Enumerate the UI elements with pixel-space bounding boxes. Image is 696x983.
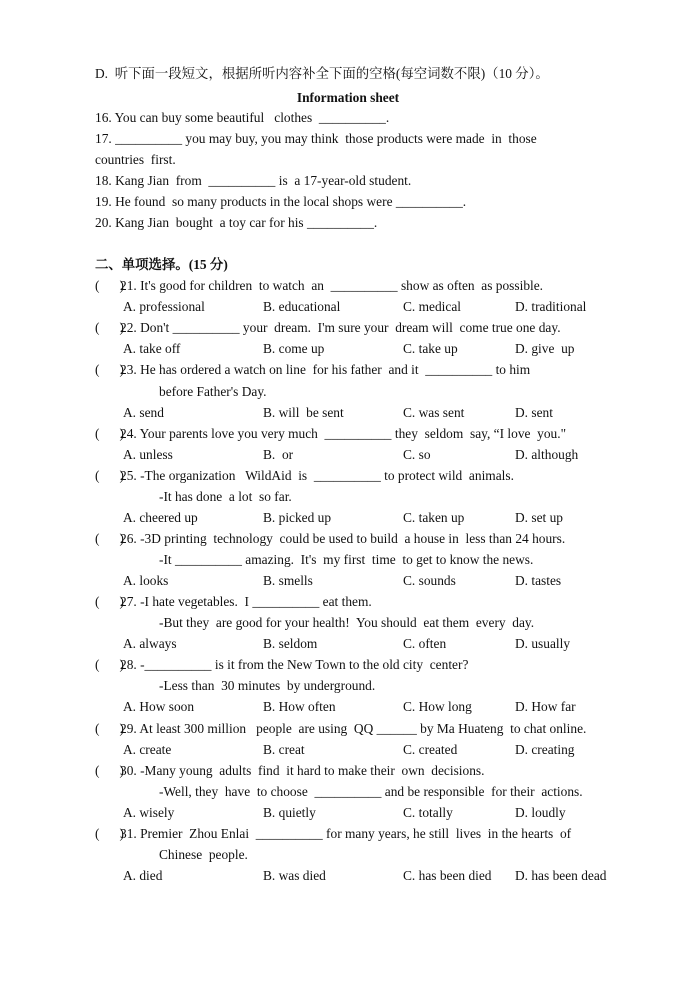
option-b: B. come up: [263, 341, 325, 356]
question-26: 26. -3D printing technology could be used to build a house in less than 24 hours.: [120, 531, 566, 546]
fill-line-17: 17. __________ you may buy, you may think those products were made in those: [95, 131, 537, 146]
option-b: B. picked up: [263, 510, 332, 525]
option-a: A. died: [123, 868, 163, 883]
answer-bracket: ( ): [95, 468, 125, 483]
answer-bracket: ( ): [95, 763, 125, 778]
option-c: C. How long: [403, 699, 472, 714]
question-30: 30. -Many young adults find it hard to make their own decisions.: [120, 763, 485, 778]
option-c: C. medical: [403, 299, 462, 314]
question-28: 28. -__________ is it from the New Town to the old city center?: [120, 657, 469, 672]
fill-line-19: 19. He found so many products in the local shops were __________.: [95, 194, 467, 209]
question-27: 27. -I hate vegetables. I __________ eat them.: [120, 594, 372, 609]
option-d: D. usually: [515, 636, 571, 651]
option-d: D. give up: [515, 341, 575, 356]
information-sheet-title: Information sheet: [296, 90, 400, 105]
option-c: C. created: [403, 742, 458, 757]
option-a: A. looks: [123, 573, 169, 588]
question-24: 24. Your parents love you very much __________ they seldom say, “I love you.": [120, 426, 567, 441]
option-b: B. was died: [263, 868, 326, 883]
option-c: C. was sent: [403, 405, 465, 420]
answer-bracket: ( ): [95, 721, 125, 736]
option-a: A. send: [123, 405, 164, 420]
option-a: A. How soon: [123, 699, 195, 714]
fill-line-18: 18. Kang Jian from __________ is a 17-year-old student.: [95, 173, 412, 188]
option-d: D. loudly: [515, 805, 566, 820]
option-b: B. educational: [263, 299, 341, 314]
option-c: C. taken up: [403, 510, 465, 525]
question-28-cont: -Less than 30 minutes by underground.: [159, 678, 376, 693]
question-31-cont: Chinese people.: [159, 847, 248, 862]
option-c: C. take up: [403, 341, 458, 356]
option-b: B. quietly: [263, 805, 316, 820]
question-23: 23. He has ordered a watch on line for his father and it __________ to him: [120, 362, 531, 377]
answer-bracket: ( ): [95, 278, 125, 293]
option-b: B. How often: [263, 699, 336, 714]
question-22: 22. Don't __________ your dream. I'm sure your dream will come true one day.: [120, 320, 561, 335]
option-c: C. sounds: [403, 573, 456, 588]
option-b: B. or: [263, 447, 294, 462]
option-a: A. always: [123, 636, 177, 651]
fill-line-20: 20. Kang Jian bought a toy car for his __________.: [95, 215, 378, 230]
question-30-cont: -Well, they have to choose __________ and be responsible for their actions.: [159, 784, 583, 799]
question-31: 31. Premier Zhou Enlai __________ for many years, he still lives in the hearts of: [120, 826, 572, 841]
option-a: A. cheered up: [123, 510, 198, 525]
option-d: D. tastes: [515, 573, 562, 588]
question-21: 21. It's good for children to watch an __________ show as often as possible.: [120, 278, 544, 293]
option-c: C. so: [403, 447, 431, 462]
option-a: A. unless: [123, 447, 173, 462]
answer-bracket: ( ): [95, 320, 125, 335]
answer-bracket: ( ): [95, 594, 125, 609]
question-25: 25. -The organization WildAid is __________ to protect wild animals.: [120, 468, 514, 483]
option-b: B. creat: [263, 742, 305, 757]
option-a: A. wisely: [123, 805, 175, 820]
answer-bracket: ( ): [95, 531, 125, 546]
question-25-cont: -It has done a lot so far.: [159, 489, 292, 504]
question-26-cont: -It __________ amazing. It's my first time to get to know the news.: [159, 552, 534, 567]
option-d: D. although: [515, 447, 579, 462]
option-b: B. seldom: [263, 636, 318, 651]
fill-line-16: 16. You can buy some beautiful clothes __________.: [95, 110, 390, 125]
answer-bracket: ( ): [95, 426, 125, 441]
option-a: A. professional: [123, 299, 205, 314]
option-d: D. sent: [515, 405, 553, 420]
question-23-cont: before Father's Day.: [159, 384, 267, 399]
option-a: A. take off: [123, 341, 181, 356]
option-b: B. smells: [263, 573, 313, 588]
option-a: A. create: [123, 742, 172, 757]
option-d: D. traditional: [515, 299, 587, 314]
section-2-heading: 二、单项选择。(15 分): [95, 257, 228, 272]
option-d: D. has been dead: [515, 868, 607, 883]
question-29: 29. At least 300 million people are using QQ ______ by Ma Huateng to chat online.: [120, 721, 587, 736]
option-d: D. How far: [515, 699, 576, 714]
option-c: C. has been died: [403, 868, 492, 883]
section-d-instruction: D. 听下面一段短文，根据所听内容补全下面的空格(每空词数不限)（10 分）。: [95, 66, 549, 81]
fill-line-17-cont: countries first.: [95, 152, 176, 167]
option-b: B. will be sent: [263, 405, 344, 420]
option-d: D. creating: [515, 742, 575, 757]
answer-bracket: ( ): [95, 657, 125, 672]
option-d: D. set up: [515, 510, 563, 525]
question-27-cont: -But they are good for your health! You should eat them every day.: [159, 615, 535, 630]
option-c: C. totally: [403, 805, 453, 820]
option-c: C. often: [403, 636, 447, 651]
answer-bracket: ( ): [95, 826, 125, 841]
answer-bracket: ( ): [95, 362, 125, 377]
